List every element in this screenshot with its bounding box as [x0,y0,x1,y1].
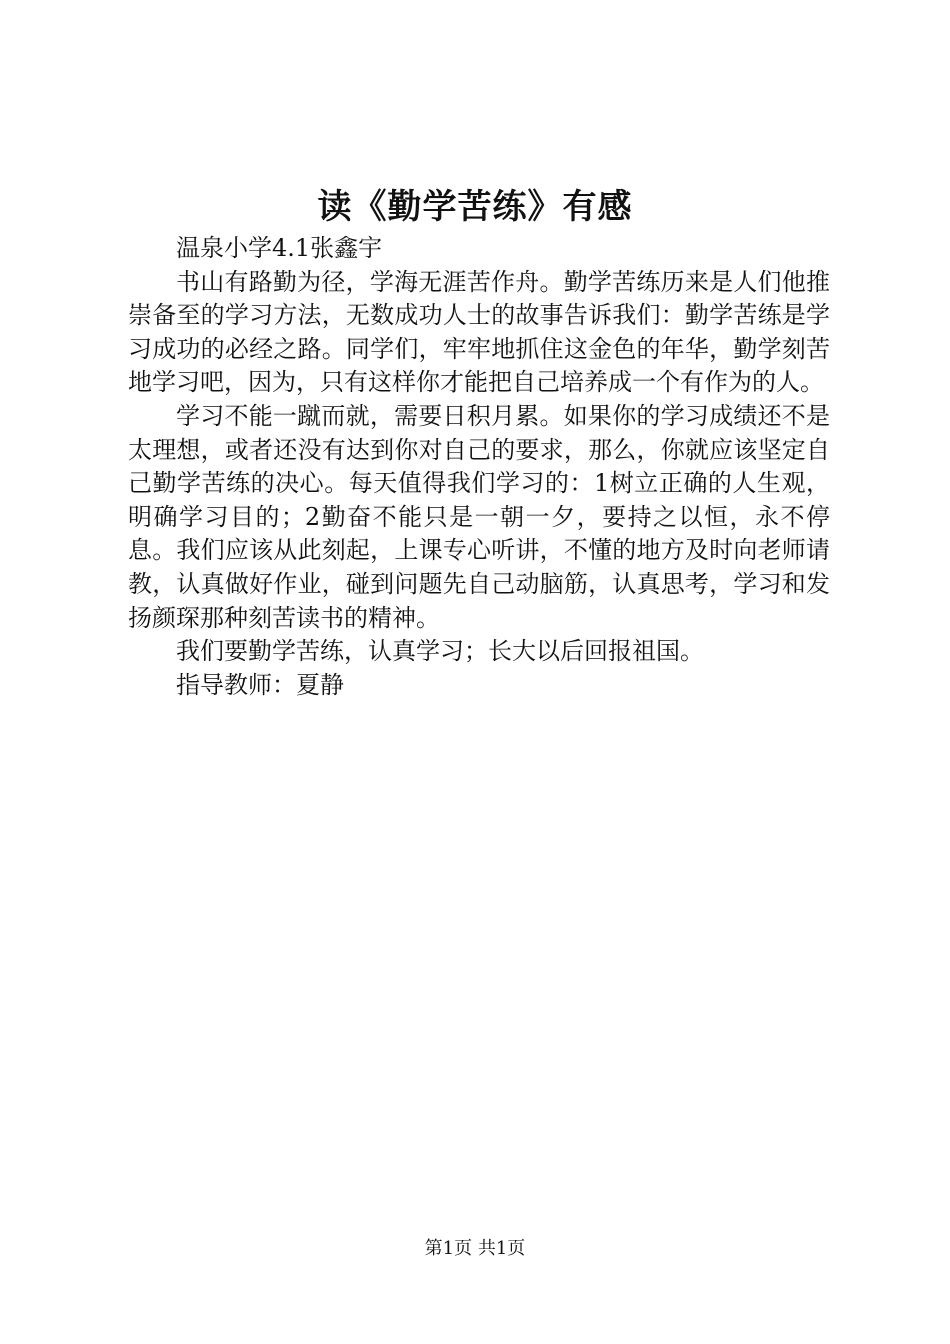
advisor-line: 指导教师：夏静 [176,670,344,699]
document-body [128,232,830,702]
author-line: 温泉小学4.1张鑫宇 [176,234,383,262]
paragraph: 书山有路勤为径，学海无涯苦作舟。勤学苦练历来是人们他推崇备至的学习方法，无数成功人士的故事告诉我们：勤学苦练是学习成功的必经之路。同学们，牢牢地抓住这金色的年华，勤学刻苦地学习吧，因为，只有这样你才能把自己培养成一个有作为的人。 [128,267,830,397]
page-footer: 第1页 共1页 [424,1238,526,1259]
paragraph: 我们要勤学苦练，认真学习；长大以后回报祖国。 [176,637,704,666]
paragraph: 学习不能一蹴而就，需要日积月累。如果你的学习成绩还不是太理想，或者还没有达到你对自己的要求，那么，你就应该坚定自己勤学苦练的决心。每天值得我们学习的：1树立正确的人生观，明确学习目的；2勤奋不能只是一朝一夕，要持之以恒，永不停息。我们应该从此刻起，上课专心听讲，不懂的地方及时向老师请教，认真做好作业，碰到问题先自己动脑筋，认真思考，学习和发扬颜琛那种刻苦读书的精神。 [128,401,830,632]
document-title: 读《勤学苦练》有感 [317,187,633,227]
